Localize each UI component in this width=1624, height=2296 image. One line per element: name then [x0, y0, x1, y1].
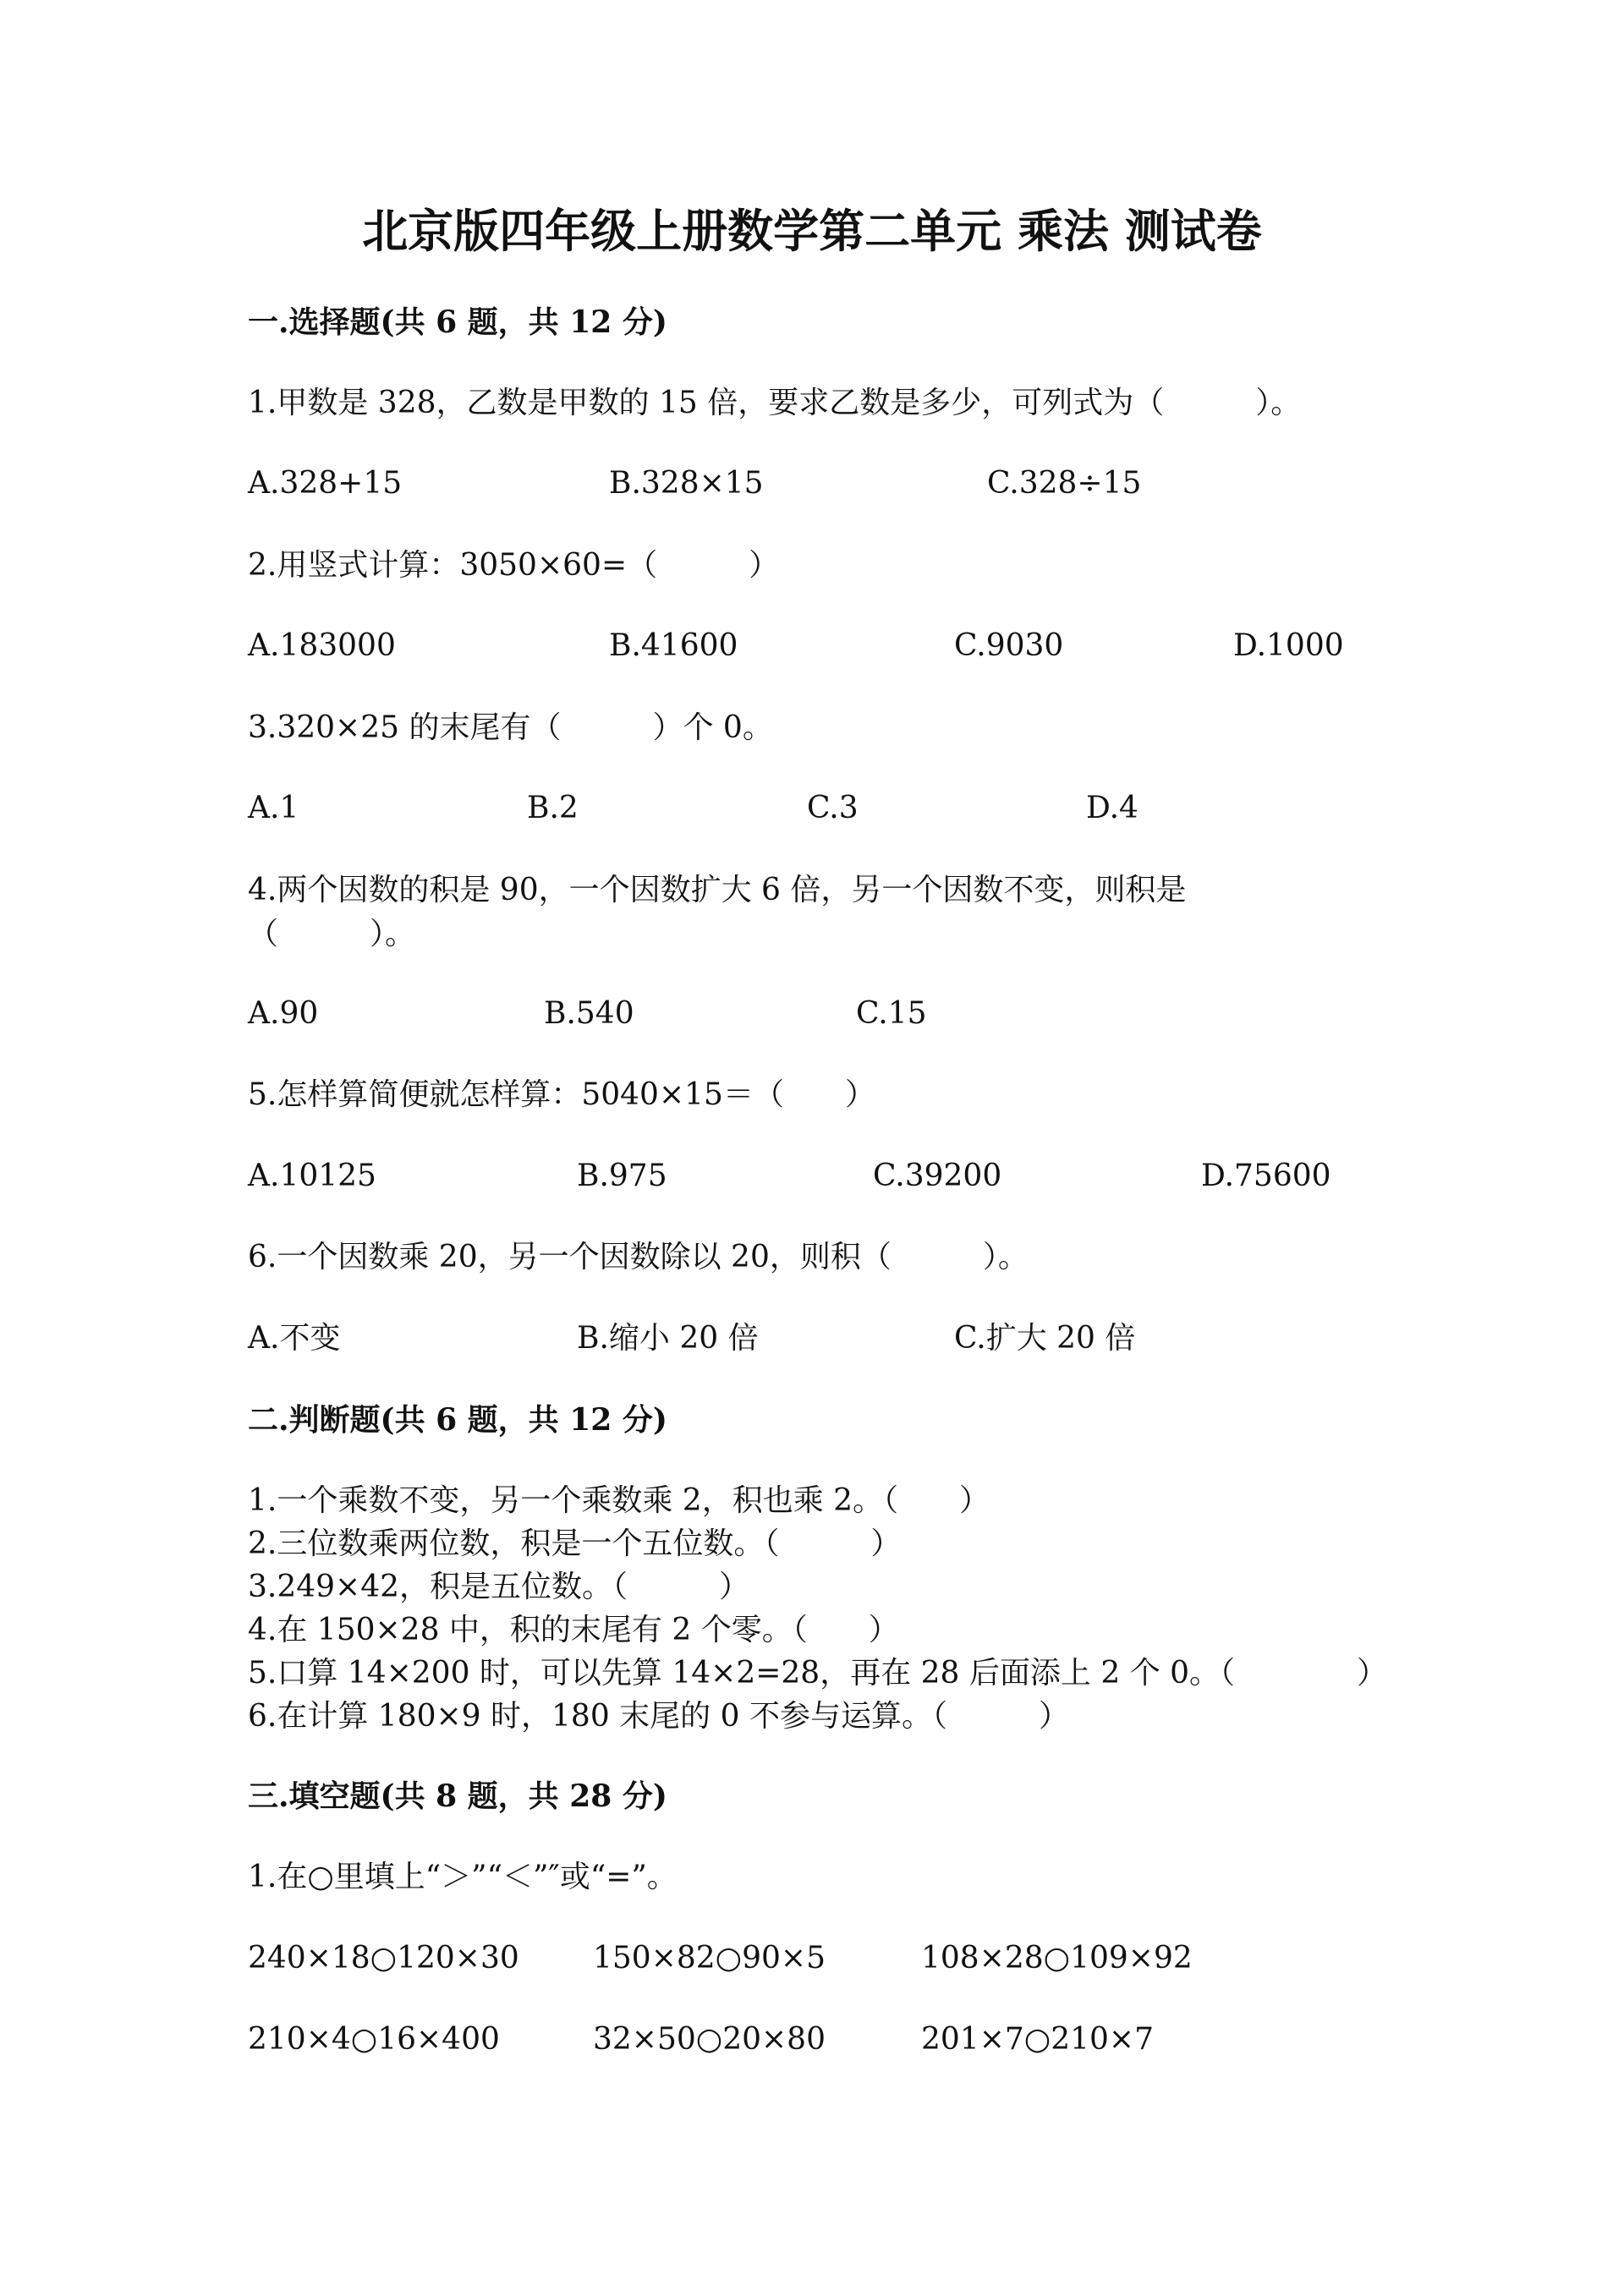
judgement-item: 6.在计算 180×9 时，180 末尾的 0 不参与运算。（ ） — [248, 1699, 1069, 1734]
question-6: 6.一个因数乘 20，另一个因数除以 20，则积（ ）。 — [248, 1240, 1029, 1274]
page-title: 北京版四年级上册数学第二单元 乘法 测试卷 — [362, 204, 1262, 258]
option-c: C.328÷15 — [987, 466, 1142, 501]
option-b: B.2 — [527, 791, 579, 825]
question-4-line-2: （ ）。 — [248, 917, 416, 951]
section-heading-fill-blank: 三.填空题(共 8 题，共 28 分) — [248, 1778, 667, 1814]
compare-expression: 108×28○109×92 — [921, 1941, 1193, 1975]
compare-expression: 32×50○20×80 — [593, 2022, 826, 2057]
option-a: A.不变 — [248, 1321, 341, 1356]
question-5: 5.怎样算简便就怎样算：5040×15＝（ ） — [248, 1077, 875, 1112]
option-a: A.90 — [248, 996, 319, 1031]
option-c: C.9030 — [954, 628, 1064, 663]
judgement-item: 2.三位数乘两位数，积是一个五位数。（ ） — [248, 1526, 902, 1561]
option-d: D.4 — [1086, 791, 1138, 825]
option-c: C.扩大 20 倍 — [954, 1321, 1136, 1356]
option-d: D.1000 — [1233, 628, 1344, 663]
option-a: A.10125 — [248, 1159, 376, 1193]
option-b: B.975 — [577, 1159, 667, 1193]
option-a: A.183000 — [248, 628, 396, 663]
option-a: A.1 — [248, 791, 299, 825]
option-c: C.3 — [807, 791, 859, 825]
compare-expression: 210×4○16×400 — [248, 2022, 500, 2057]
section-heading-true-false: 二.判断题(共 6 题，共 12 分) — [248, 1402, 667, 1438]
option-b: B.540 — [544, 996, 634, 1031]
option-c: C.15 — [856, 996, 927, 1031]
fill-question-1: 1.在○里填上“＞”“＜”″或“=”。 — [248, 1860, 678, 1894]
judgement-item: 3.249×42，积是五位数。（ ） — [248, 1570, 750, 1604]
option-d: D.75600 — [1201, 1159, 1331, 1193]
compare-expression: 201×7○210×7 — [921, 2022, 1154, 2057]
option-b: B.缩小 20 倍 — [577, 1321, 759, 1356]
judgement-item: 1.一个乘数不变，另一个乘数乘 2，积也乘 2。（ ） — [248, 1483, 990, 1518]
question-4-line-1: 4.两个因数的积是 90，一个因数扩大 6 倍，另一个因数不变，则积是 — [248, 873, 1187, 907]
option-a: A.328+15 — [248, 466, 403, 501]
compare-expression: 240×18○120×30 — [248, 1941, 519, 1975]
option-b: B.328×15 — [609, 466, 764, 501]
compare-expression: 150×82○90×5 — [593, 1941, 826, 1975]
question-2: 2.用竖式计算：3050×60=（ ） — [248, 548, 780, 583]
section-heading-choice: 一.选择题(共 6 题，共 12 分) — [248, 304, 667, 340]
judgement-item: 5.口算 14×200 时，可以先算 14×2=28，再在 28 后面添上 2 个 0。（ ） — [248, 1656, 1388, 1690]
judgement-item: 4.在 150×28 中，积的末尾有 2 个零。（ ） — [248, 1613, 899, 1647]
option-b: B.41600 — [609, 628, 738, 663]
question-1: 1.甲数是 328，乙数是甲数的 15 倍，要求乙数是多少，可列式为（ ）。 — [248, 386, 1302, 420]
option-c: C.39200 — [873, 1159, 1002, 1193]
question-3: 3.320×25 的末尾有（ ）个 0。 — [248, 710, 773, 745]
